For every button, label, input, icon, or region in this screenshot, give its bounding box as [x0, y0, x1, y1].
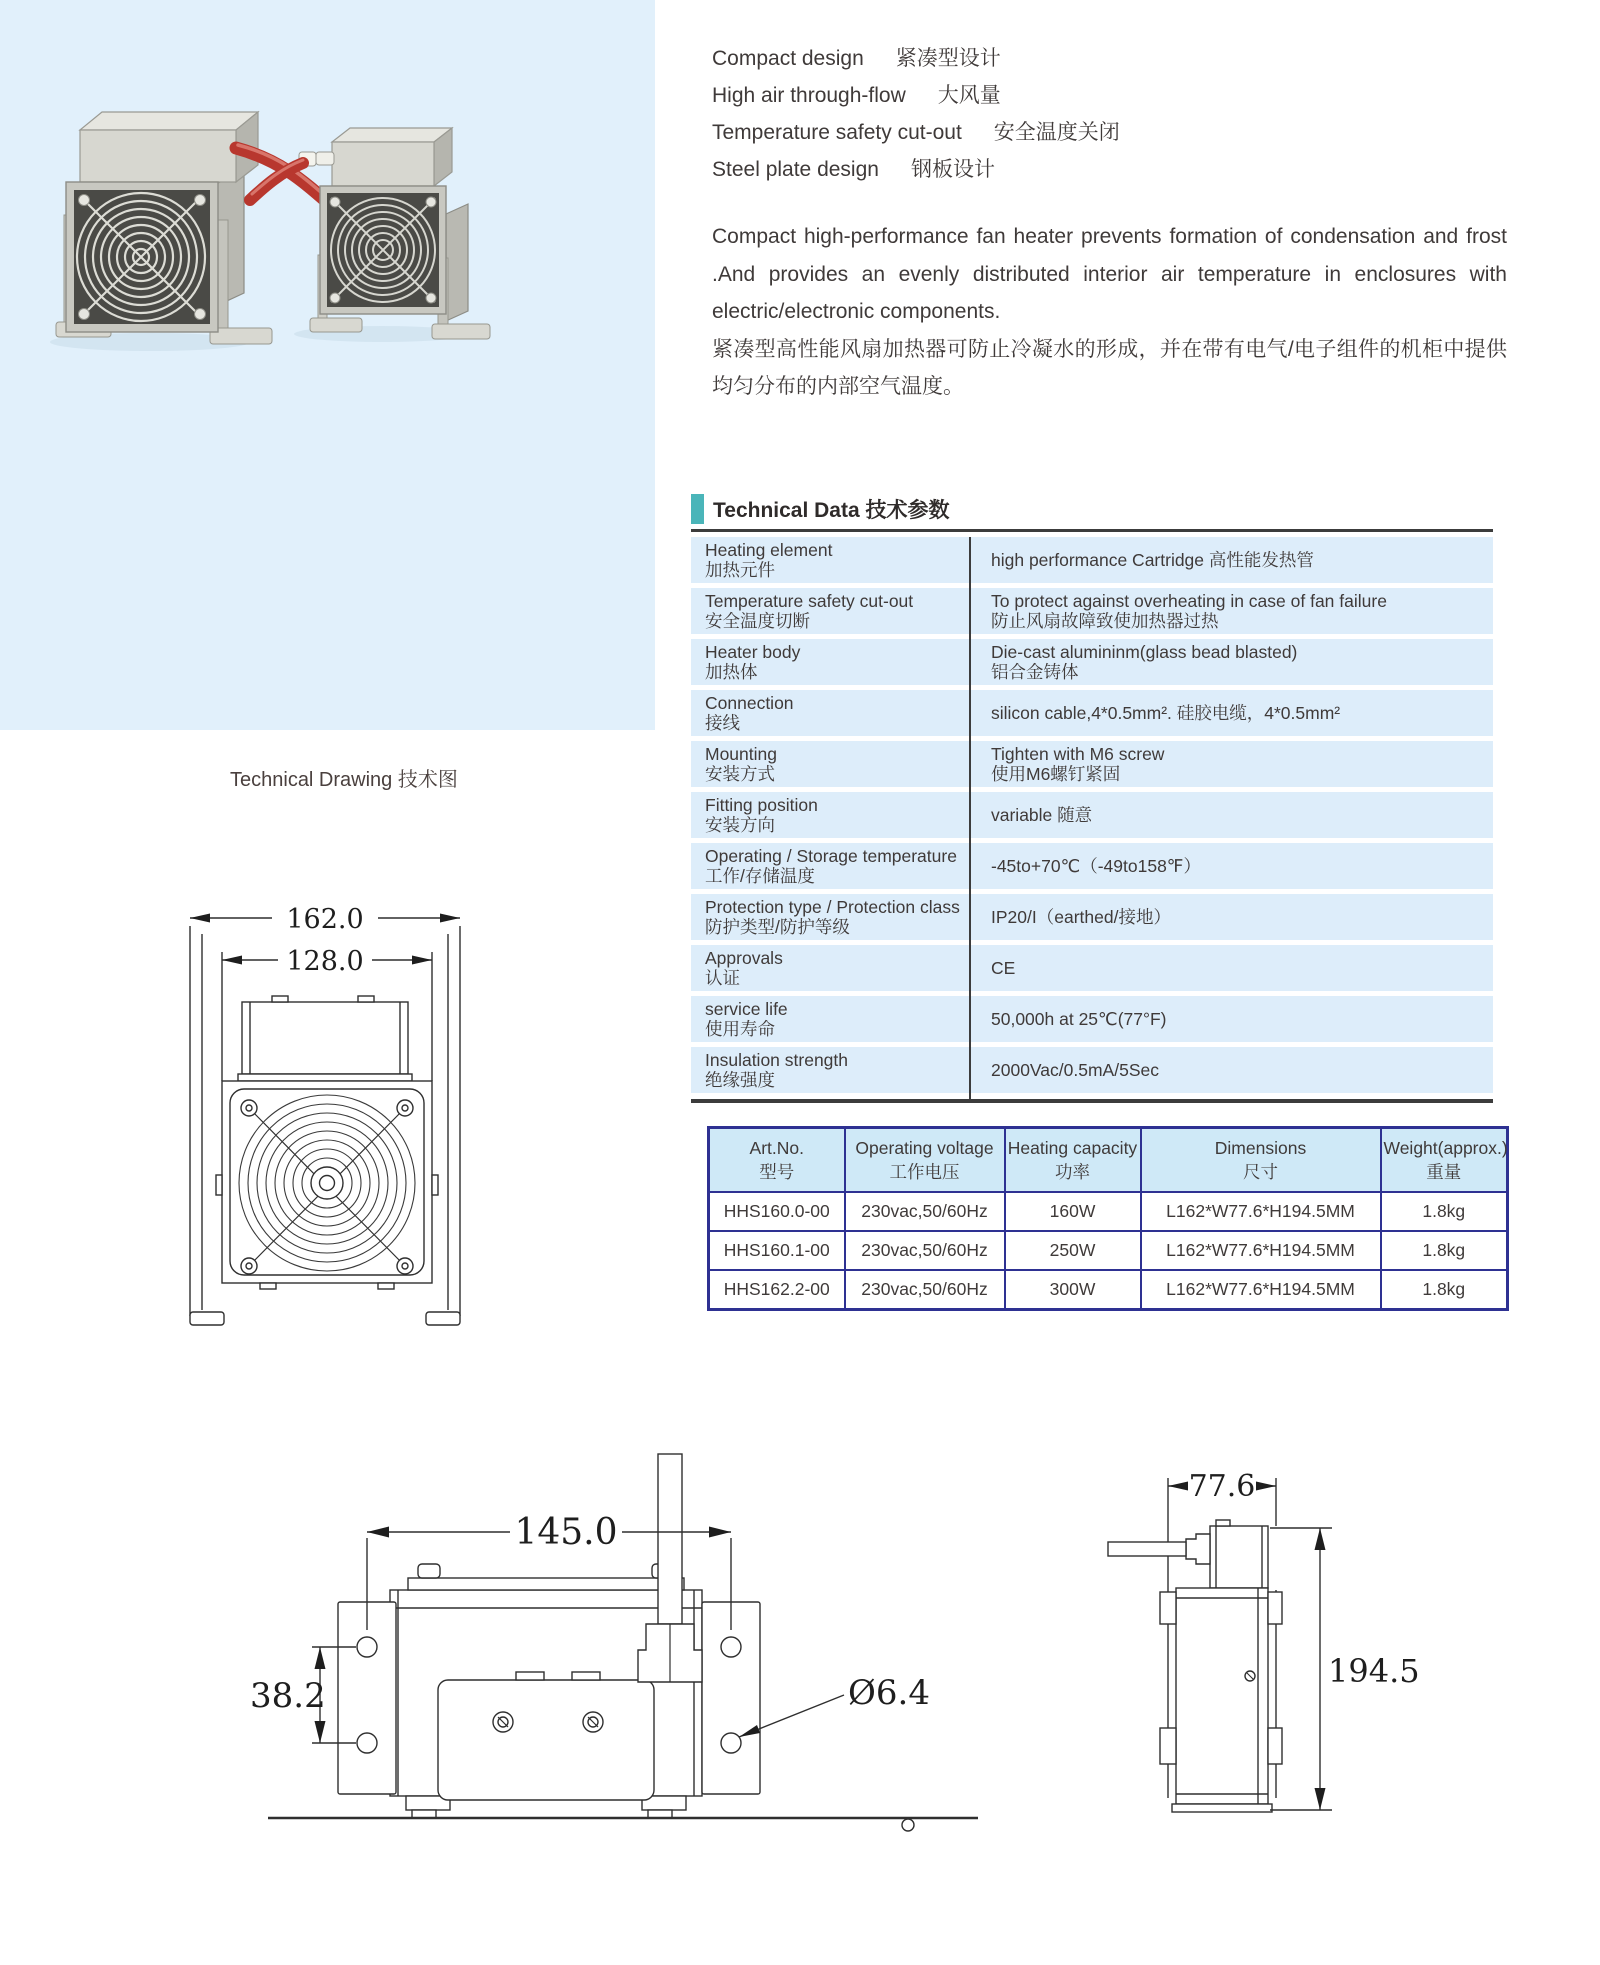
table-row: [691, 843, 1493, 889]
feature-line: [712, 40, 1512, 77]
spec-label-en: Heating element: [705, 540, 833, 560]
description-zh: 紧凑型高性能风扇加热器可防止冷凝水的形成，并在带有电气/电子组件的机柜中提供均匀分布的内部空气温度。: [712, 337, 1507, 398]
table-row: [691, 588, 1493, 634]
spec-value-cell: [970, 537, 1493, 583]
feature-line: [712, 77, 1512, 114]
feature-en: High air through-flow: [712, 84, 906, 107]
feature-line: [712, 151, 1512, 188]
technical-data-table: [691, 537, 1493, 1103]
spec-label-zh: 防护类型/防护等级: [705, 917, 850, 937]
cell-artno: HHS162.2-00: [709, 1270, 845, 1310]
header-en: Heating capacity: [1007, 1138, 1138, 1158]
table-row: [691, 945, 1493, 991]
spec-value-line: CE: [991, 958, 1016, 978]
spec-label-zh: 加热元件: [705, 560, 775, 580]
teal-accent-bar: [691, 494, 704, 524]
cell-weight: 1.8kg: [1381, 1231, 1508, 1270]
header-zh: 重量: [1426, 1162, 1462, 1182]
spec-value-line: high performance Cartridge 高性能发热管: [991, 550, 1314, 570]
fan-heater-right: [250, 128, 490, 339]
spec-value-line: IP20/I（earthed/接地）: [991, 907, 1171, 927]
spec-label-en: service life: [705, 999, 788, 1019]
cell-capacity: 160W: [1005, 1192, 1141, 1231]
cell-voltage: 230vac,50/60Hz: [845, 1231, 1005, 1270]
spec-label-en: Connection: [705, 693, 794, 713]
cell-weight: 1.8kg: [1381, 1270, 1508, 1310]
header-en: Operating voltage: [855, 1138, 994, 1158]
feature-en: Compact design: [712, 47, 864, 70]
cell-dimensions: L162*W77.6*H194.5MM: [1141, 1231, 1381, 1270]
technical-drawing-title: Technical Drawing 技术图: [230, 769, 458, 791]
description-en: Compact high-performance fan heater prevents formation of condensation and frost .And provides an evenly distributed interior air temperature in enclosures with electric/electronic components.: [712, 225, 1507, 323]
dim-outer-width: 162.0: [286, 904, 364, 935]
spec-value-cell: [970, 690, 1493, 736]
cell-capacity: 300W: [1005, 1270, 1141, 1310]
spec-label-cell: [691, 690, 970, 736]
spec-label-zh: 安装方式: [705, 764, 775, 784]
product-photo-panel: [0, 0, 655, 730]
spec-label-en: Protection type / Protection class: [705, 897, 960, 917]
spec-value-cell: [970, 843, 1493, 889]
header-en: Weight(approx.): [1383, 1138, 1508, 1158]
table-row: [691, 792, 1493, 838]
spec-label-cell: [691, 537, 970, 583]
cell-dimensions: L162*W77.6*H194.5MM: [1141, 1192, 1381, 1231]
col-header-weight: [1381, 1128, 1508, 1193]
spec-label-en: Operating / Storage temperature: [705, 846, 957, 866]
spec-label-cell: [691, 741, 970, 787]
spec-label-cell: [691, 894, 970, 940]
spec-label-en: Insulation strength: [705, 1050, 849, 1070]
spec-label-zh: 接线: [705, 713, 740, 733]
spec-label-cell: [691, 996, 970, 1042]
spec-value-cell: [970, 894, 1493, 940]
table-row: [691, 690, 1493, 736]
spec-label-en: Heater body: [705, 642, 801, 662]
fan-heater-left: [56, 112, 334, 344]
cell-artno: HHS160.1-00: [709, 1231, 845, 1270]
feature-zh: 紧凑型设计: [895, 47, 1001, 70]
spec-label-en: Fitting position: [705, 795, 818, 815]
feature-line: [712, 114, 1512, 151]
feature-zh: 安全温度关闭: [993, 121, 1120, 144]
product-selection-table: [707, 1126, 1509, 1311]
header-en: Art.No.: [749, 1138, 804, 1158]
technical-data-header: [691, 492, 1493, 532]
side-view-drawing: [1080, 1442, 1420, 1862]
dim-hole-span: 145.0: [514, 1512, 618, 1553]
col-header-capacity: [1005, 1128, 1141, 1193]
spec-value-line: 铝合金铸体: [991, 662, 1079, 682]
table-row: [709, 1231, 1508, 1270]
cell-dimensions: L162*W77.6*H194.5MM: [1141, 1270, 1381, 1310]
spec-value-cell: [970, 741, 1493, 787]
col-header-voltage: [845, 1128, 1005, 1193]
table-row: [691, 639, 1493, 685]
col-header-dimensions: [1141, 1128, 1381, 1193]
header-zh: 尺寸: [1243, 1162, 1278, 1182]
spec-label-cell: [691, 843, 970, 889]
spec-label-cell: [691, 945, 970, 991]
spec-label-cell: [691, 639, 970, 685]
spec-label-zh: 安全温度切断: [705, 611, 810, 631]
table-row: [691, 537, 1493, 583]
table-row: [691, 996, 1493, 1042]
dim-inner-width: 128.0: [286, 946, 364, 977]
front-view-drawing: [160, 880, 520, 1360]
table-row: [709, 1270, 1508, 1310]
header-zh: 工作电压: [889, 1162, 960, 1182]
spec-label-zh: 工作/存储温度: [705, 866, 815, 886]
spec-label-cell: [691, 588, 970, 634]
spec-value-line: 50,000h at 25℃(77°F): [991, 1009, 1167, 1029]
spec-value-line: variable 随意: [991, 805, 1093, 825]
spec-value-line: Tighten with M6 screw: [991, 744, 1165, 764]
spec-value-line: -45to+70℃（-49to158℉）: [991, 856, 1201, 876]
spec-label-cell: [691, 1047, 970, 1093]
feature-en: Temperature safety cut-out: [712, 121, 962, 144]
feature-list: [712, 40, 1512, 188]
bottom-view-drawing: [248, 1452, 988, 1872]
dim-height: 194.5: [1328, 1652, 1420, 1690]
header-en: Dimensions: [1214, 1138, 1307, 1158]
table-row: [691, 1047, 1493, 1093]
spec-value-cell: [970, 945, 1493, 991]
cell-artno: HHS160.0-00: [709, 1192, 845, 1231]
spec-value-cell: [970, 588, 1493, 634]
spec-label-cell: [691, 792, 970, 838]
product-description: [712, 218, 1507, 406]
spec-value-line: Die-cast alumininm(glass bead blasted): [991, 642, 1298, 662]
header-zh: 功率: [1055, 1162, 1090, 1182]
spec-label-en: Mounting: [705, 744, 777, 764]
feature-zh: 钢板设计: [910, 158, 995, 181]
product-table: [707, 1126, 1509, 1311]
spec-label-zh: 绝缘强度: [705, 1070, 775, 1090]
spec-value-line: 防止风扇故障致使加热器过热: [991, 611, 1219, 631]
spec-value-cell: [970, 639, 1493, 685]
spec-value-line: silicon cable,4*0.5mm². 硅胶电缆，4*0.5mm²: [991, 703, 1341, 723]
fan-heater-photo: [0, 0, 655, 730]
table-column-divider: [969, 537, 971, 1099]
spec-label-zh: 加热体: [705, 662, 758, 682]
dim-hole-diameter: Ø6.4: [848, 1673, 930, 1713]
spec-value-line: 2000Vac/0.5mA/5Sec: [991, 1060, 1159, 1080]
col-header-artno: [709, 1128, 845, 1193]
spec-value-cell: [970, 792, 1493, 838]
feature-zh: 大风量: [937, 84, 1001, 107]
spec-label-zh: 安装方向: [705, 815, 775, 835]
spec-label-en: Temperature safety cut-out: [705, 591, 914, 611]
dim-hole-offset: 38.2: [250, 1676, 326, 1716]
spec-label-zh: 使用寿命: [705, 1019, 775, 1039]
technical-data-title: Technical Data 技术参数: [713, 499, 950, 522]
feature-en: Steel plate design: [712, 158, 879, 181]
header-row: [709, 1128, 1508, 1193]
table-row: [709, 1192, 1508, 1231]
cell-weight: 1.8kg: [1381, 1192, 1508, 1231]
technical-data-section: [691, 492, 1493, 1103]
spec-label-en: Approvals: [705, 948, 783, 968]
cell-voltage: 230vac,50/60Hz: [845, 1192, 1005, 1231]
spec-value-line: 使用M6螺钉紧固: [991, 764, 1121, 784]
cell-capacity: 250W: [1005, 1231, 1141, 1270]
cell-voltage: 230vac,50/60Hz: [845, 1270, 1005, 1310]
spec-value-cell: [970, 996, 1493, 1042]
dim-depth: 77.6: [1188, 1469, 1256, 1504]
table-row: [691, 741, 1493, 787]
header-zh: 型号: [759, 1162, 795, 1182]
spec-value-cell: [970, 1047, 1493, 1093]
spec-value-line: To protect against overheating in case of fan failure: [991, 591, 1387, 611]
table-row: [691, 894, 1493, 940]
spec-label-zh: 认证: [705, 968, 740, 988]
